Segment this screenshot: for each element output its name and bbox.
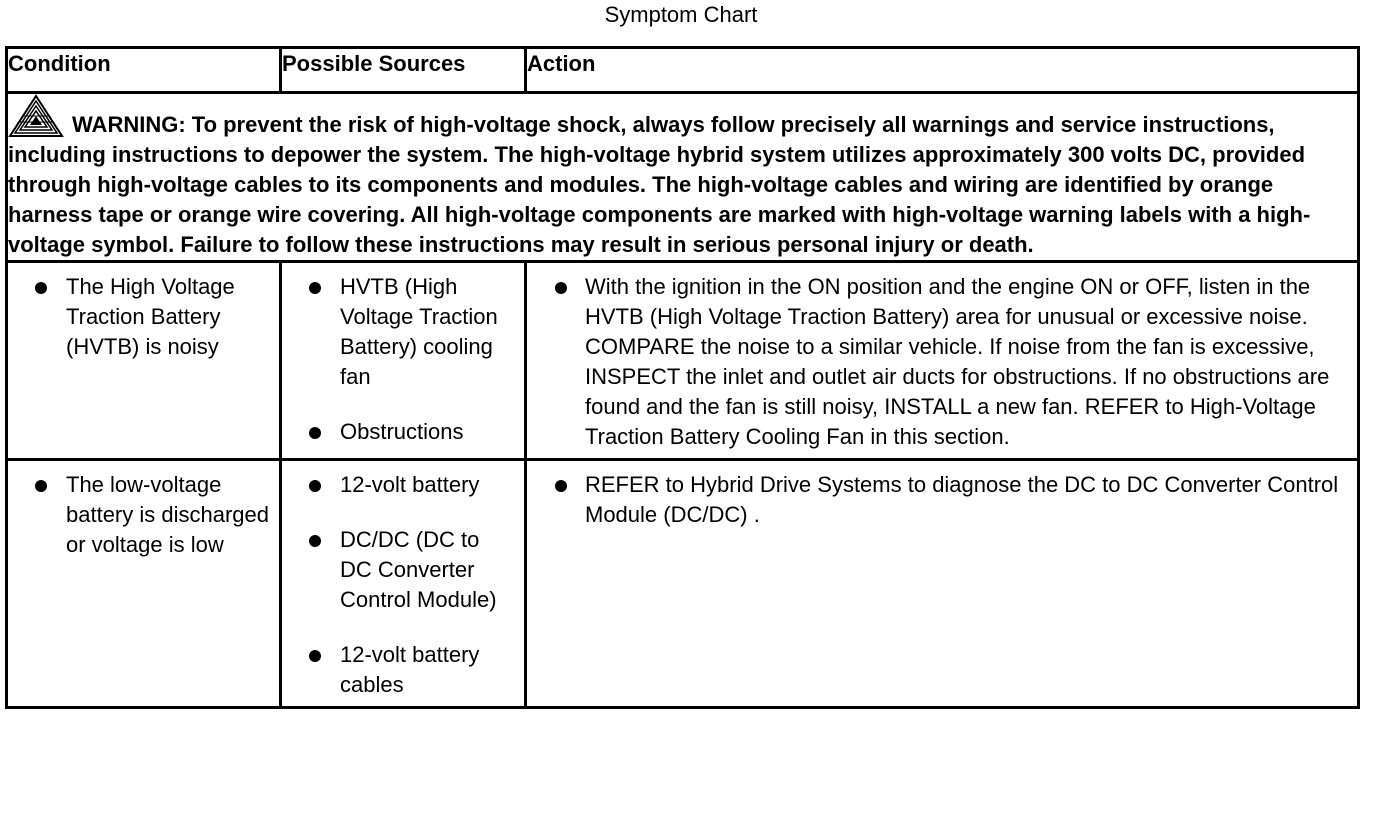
column-header-possible-sources: Possible Sources — [281, 48, 526, 93]
bullet-icon — [309, 480, 321, 492]
source-text: 12-volt battery — [340, 472, 480, 497]
warning-text: WARNING: To prevent the risk of high-voltage shock, always follow precisely all warnings and service instructions, including instructions to depower the system. The high-voltage hybrid system utilizes approximately 300 volts DC, provided through high-voltage cables to its components and modules. The high-voltage cables and wiring are identified by orange harness tape or orange wire covering. All high-voltage components are marked with high-voltage warning labels with a high-voltage symbol. Failure to follow these instructions may result in serious personal injury or death. — [8, 112, 1311, 257]
source-text: 12-volt battery cables — [340, 642, 480, 697]
sources-cell — [281, 460, 526, 708]
chart-title: Symptom Chart — [604, 2, 758, 27]
column-header-condition: Condition — [7, 48, 281, 93]
bullet-icon — [35, 480, 47, 492]
sources-cell — [281, 262, 526, 460]
list-item — [535, 272, 1349, 452]
list-item — [290, 525, 516, 615]
bullet-icon — [309, 427, 321, 439]
list-item — [535, 470, 1349, 530]
bullet-icon — [35, 282, 47, 294]
source-text: DC/DC (DC to DC Converter Control Module) — [340, 527, 497, 612]
warning-row — [7, 93, 1359, 262]
list-item — [16, 470, 271, 560]
warning-cell — [7, 93, 1359, 262]
action-cell — [526, 460, 1359, 708]
source-text: HVTB (High Voltage Traction Battery) cooling fan — [340, 274, 498, 389]
action-text: REFER to Hybrid Drive Systems to diagnose the DC to DC Converter Control Module (DC/DC) . — [585, 472, 1339, 527]
bullet-icon — [309, 650, 321, 662]
table-row — [7, 262, 1359, 460]
table-row — [7, 460, 1359, 708]
list-item — [290, 640, 516, 700]
condition-text: The High Voltage Traction Battery (HVTB) is noisy — [66, 274, 235, 359]
warning-triangle-icon — [8, 94, 64, 138]
bullet-icon — [555, 480, 567, 492]
condition-cell — [7, 262, 281, 460]
action-text: With the ignition in the ON position and the engine ON or OFF, listen in the HVTB (High Voltage Traction Battery) area for unusual or excessive noise. COMPARE the noise to a similar vehicle. If noise from the fan is excessive, INSPECT the inlet and outlet air ducts for obstructions. If no obstructions are found and the fan is still noisy, INSTALL a new fan. REFER to High-Voltage Traction Battery Cooling Fan in this section. — [585, 274, 1330, 449]
bullet-icon — [309, 535, 321, 547]
column-header-action: Action — [526, 48, 1359, 93]
header-row — [7, 48, 1359, 93]
source-text: Obstructions — [340, 419, 464, 444]
condition-text: The low-voltage battery is discharged or voltage is low — [66, 472, 269, 557]
list-item — [290, 417, 516, 447]
action-cell — [526, 262, 1359, 460]
bullet-icon — [555, 282, 567, 294]
condition-cell — [7, 460, 281, 708]
list-item — [290, 470, 516, 500]
list-item — [16, 272, 271, 362]
bullet-icon — [309, 282, 321, 294]
list-item — [290, 272, 516, 392]
symptom-chart-table — [5, 46, 1360, 709]
